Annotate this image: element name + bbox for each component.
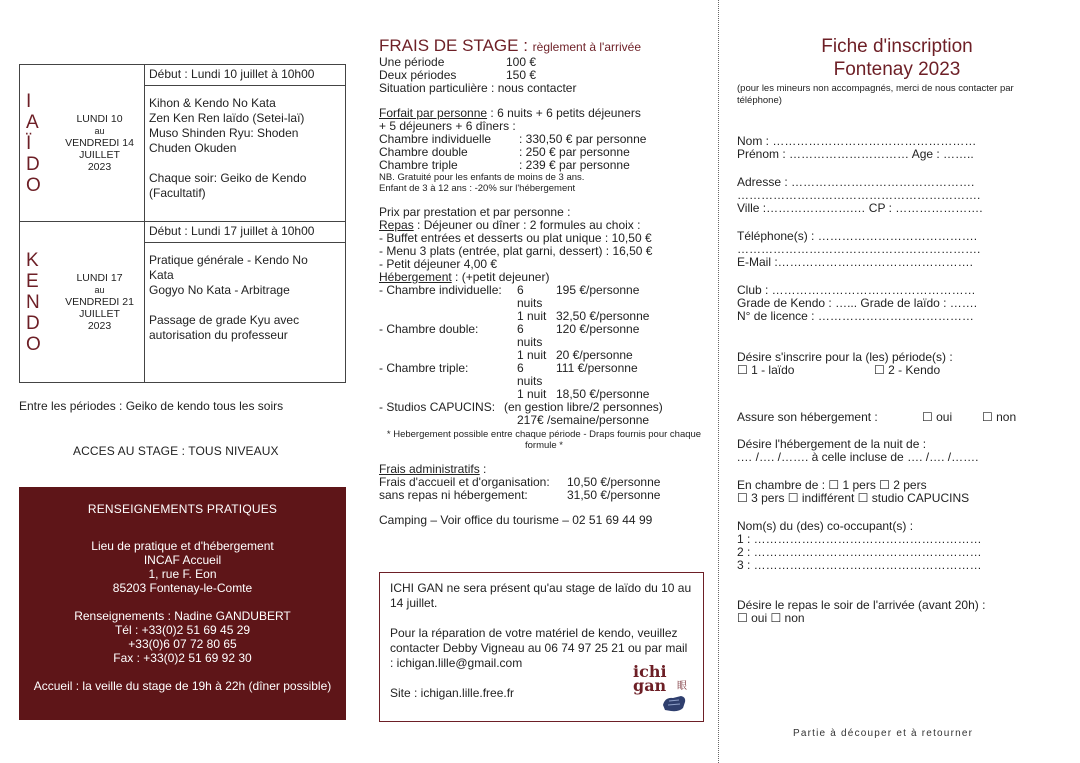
program-line: Kihon & Kendo No Kata [149, 96, 276, 110]
period-price: 100 € [506, 55, 537, 69]
evening-line: (Facultatif) [149, 186, 206, 200]
letter: N [26, 291, 40, 313]
repas-item: - Menu 3 plats (entrée, plat garni, dessert) : 16,50 € [379, 244, 653, 258]
date-to: VENDREDI 14 [65, 137, 134, 149]
studios-label: - Studios CAPUCINS: [379, 400, 496, 414]
letter: O [26, 174, 41, 196]
date-from: LUNDI 17 [76, 272, 123, 284]
desc-kendo [144, 222, 345, 382]
licence-field[interactable]: N° de licence : ………………………………… [737, 309, 974, 323]
heb-price: 120 €/personne [556, 322, 640, 336]
fees-section [379, 37, 709, 527]
between-periods-text: Entre les périodes : Geiko de kendo tous les soirs [19, 399, 284, 413]
venue-line: Lieu de pratique et d'hébergement [91, 539, 274, 553]
schedule-row-kendo [20, 222, 345, 382]
telephone-field-2[interactable]: ……………………………………………………. [737, 242, 981, 256]
prix-title: Prix par prestation et par personne : [379, 205, 571, 219]
fees-subtitle: règlement à l'arrivée [532, 40, 642, 54]
repas-item: - Buffet entrées et desserts ou plat unique : 10,50 € [379, 231, 652, 245]
room-price: : 250 € par personne [519, 145, 630, 159]
admin-price: 10,50 €/personne [567, 475, 661, 489]
program-line: Kata [149, 268, 174, 282]
letter: D [26, 312, 40, 334]
welcome-line: Accueil : la veille du stage de 19h à 22h (dîner possible) [33, 679, 332, 693]
admin-price: 31,50 €/personne [567, 488, 661, 502]
room-price: : 330,50 € par personne [519, 132, 647, 146]
note-child: Enfant de 3 à 12 ans : -20% sur l'hébergement [379, 183, 576, 194]
info-title: RENSEIGNEMENTS PRATIQUES [87, 502, 278, 516]
heb-nights: 1 nuit [517, 309, 547, 323]
date-au: au [94, 285, 105, 295]
date-month: JUILLET [79, 308, 120, 320]
date-to: VENDREDI 21 [65, 296, 134, 308]
studios-price: 217€ /semaine/personne [517, 413, 650, 427]
adresse-field[interactable]: Adresse : ………………………………………. [737, 175, 975, 189]
evening-line: Chaque soir: Geiko de Kendo [149, 171, 307, 185]
heb-label: - Chambre individuelle: [379, 283, 502, 297]
heb-nights: 6 nuits [517, 322, 543, 349]
contact-block [19, 609, 346, 665]
nuit-dates-field[interactable]: .… /…. /……. à celle incluse de …. /…. /……. [737, 450, 979, 464]
vertical-label-aikido [20, 65, 57, 221]
room-label: Chambre triple [379, 158, 458, 172]
venue-line: 1, rue F. Eon [148, 567, 217, 581]
date-from: LUNDI 10 [76, 113, 123, 125]
hebergement-label: Assure son hébergement : [737, 410, 878, 424]
repas-line: Repas : Déjeuner ou dîner : 2 formules au choix : [379, 218, 641, 232]
periode-iaido-checkbox[interactable]: ☐ 1 - laïdo [737, 363, 795, 377]
date-month: JUILLET [79, 149, 120, 161]
heb-label: - Chambre double: [379, 322, 479, 336]
letter: E [26, 270, 39, 292]
program-line: Chuden Okuden [149, 141, 237, 155]
date-year: 2023 [87, 320, 112, 332]
grade-field[interactable]: Grade de Kendo : …... Grade de laïdo : ……. [737, 296, 978, 310]
nuit-title: Désire l'hébergement de la nuit de : [737, 437, 927, 451]
start-time: Début : Lundi 10 juillet à 10h00 [145, 65, 345, 86]
telephone-field[interactable]: Téléphone(s) : …………………………………. [737, 229, 978, 243]
ichigan-logo [633, 662, 689, 713]
letter: K [26, 249, 39, 271]
admin-title: Frais administratifs : [379, 462, 487, 476]
date-au: au [94, 126, 105, 136]
date-year: 2023 [87, 161, 112, 173]
program-line: Gogyo No Kata - Arbitrage [149, 283, 290, 297]
chambre-options[interactable]: En chambre de : ☐ 1 pers ☐ 2 pers [737, 478, 927, 492]
contact-line: Renseignements : Nadine GANDUBERT [74, 609, 291, 623]
heb-price: 20 €/personne [556, 348, 633, 362]
letter: Ï [26, 132, 32, 154]
note-free: NB. Gratuité pour les enfants de moins de 3 ans. [379, 172, 585, 183]
period-label: Deux périodes [379, 68, 457, 82]
letter: O [26, 333, 41, 355]
logo-text: ichi [633, 662, 667, 681]
cooccupant-field[interactable]: 1 : ………………………………………………… [737, 532, 982, 546]
form-subtitle: Fontenay 2023 [833, 59, 961, 80]
adresse-field-2[interactable]: ……………………………………………………. [737, 188, 981, 202]
logo-kanji: 眼 [677, 681, 687, 692]
venue-line: INCAF Accueil [143, 553, 222, 567]
email-field[interactable]: E-Mail :…………………………………………. [737, 255, 974, 269]
letter: A [26, 111, 39, 133]
dates-kendo [57, 222, 144, 382]
club-field[interactable]: Club : …………………………………………… [737, 283, 976, 297]
schedule-table [19, 64, 346, 383]
repas-checkboxes[interactable]: ☐ oui ☐ non [737, 611, 805, 625]
contact-line: Fax : +33(0)2 51 69 92 30 [113, 651, 252, 665]
hebergement-non-checkbox[interactable]: ☐ non [982, 410, 1017, 424]
ichigan-site: Site : ichigan.lille.free.fr [390, 686, 515, 700]
cooccupant-title: Nom(s) du (des) co-occupant(s) : [737, 519, 914, 533]
letter: I [26, 90, 32, 112]
practical-info-box [19, 487, 346, 720]
contact-line: Tél : +33(0)2 51 69 45 29 [114, 623, 251, 637]
ichigan-presence: ICHI GAN ne sera présent qu'au stage de laïdo du 10 au 14 juillet. [390, 581, 692, 610]
program-line: Muso Shinden Ryu: Shoden [149, 126, 299, 140]
special-situation: Situation particulière : nous contacter [379, 81, 577, 95]
contact-line: +33(0)6 07 72 80 65 [128, 637, 237, 651]
evening-line: Passage de grade Kyu avec [149, 313, 300, 327]
vertical-label-kendo [20, 222, 57, 382]
form-title: Fiche d'inscription [821, 36, 973, 57]
logo-text: gan [633, 676, 667, 695]
room-label: Chambre double [379, 145, 468, 159]
heb-price: 18,50 €/personne [556, 387, 650, 401]
heb-label: - Chambre triple: [379, 361, 469, 375]
admin-label: sans repas ni hébergement: [379, 488, 528, 502]
forfait-line-2: + 5 déjeuners + 6 dîners : [379, 119, 516, 133]
nom-field[interactable]: Nom : …………………………………………… [737, 134, 977, 148]
cut-line [718, 0, 719, 763]
cut-instruction: Partie à découper et à retourner [793, 728, 974, 739]
heb-note: * Hebergement possible entre chaque période - Draps fournis pour chaque formule * [386, 429, 702, 451]
fees-title: FRAIS DE STAGE : règlement à l'arrivée [379, 36, 642, 55]
start-time: Début : Lundi 17 juillet à 10h00 [145, 222, 345, 243]
period-label: Une période [379, 55, 445, 69]
registration-form [737, 35, 1057, 625]
periode-title: Désire s'inscrire pour la (les) période(s) : [737, 350, 953, 364]
admin-label: Frais d'accueil et d'organisation: [379, 475, 550, 489]
room-label: Chambre individuelle [379, 132, 492, 146]
kote-glove-icon [661, 693, 687, 713]
studios-text: (en gestion libre/2 personnes) [504, 400, 663, 414]
hebergement-line: Hébergement : (+petit dejeuner) [379, 270, 550, 284]
ville-cp-field[interactable]: Ville :………………….… CP : …………………. [737, 201, 983, 215]
heb-nights: 6 nuits [517, 361, 543, 388]
repas-item: - Petit déjeuner 4,00 € [379, 257, 498, 271]
heb-price: 111 €/personne [556, 361, 638, 375]
heb-nights: 1 nuit [517, 387, 547, 401]
program-line: Pratique générale - Kendo No [149, 253, 308, 267]
schedule-row-aikido [20, 65, 345, 222]
prenom-age-field[interactable]: Prénom : ………………………… Age : …….. [737, 147, 974, 161]
room-price: : 239 € par personne [519, 158, 630, 172]
period-price: 150 € [506, 68, 537, 82]
cooccupant-field[interactable]: 2 : ………………………………………………… [737, 545, 982, 559]
dates-aikido [57, 65, 144, 221]
heb-nights: 1 nuit [517, 348, 547, 362]
periode-kendo-checkbox[interactable]: ☐ 2 - Kendo [874, 363, 941, 377]
access-level-text: ACCES AU STAGE : TOUS NIVEAUX [73, 444, 279, 458]
program-line: Zen Ken Ren laïdo (Setei-laï) [149, 111, 305, 125]
form-note: (pour les mineurs non accompagnés, merci de nous contacter par téléphone) [737, 83, 1014, 106]
heb-nights: 6 nuits [517, 283, 543, 310]
hebergement-oui-checkbox[interactable]: ☐ oui [922, 410, 953, 424]
ichigan-repair: Pour la réparation de votre matériel de kendo, veuillez contacter Debby Vigneau au 06 74 97 25 21 ou par mail : ichigan.lille@gmail.com [390, 626, 688, 670]
chambre-options-2[interactable]: ☐ 3 pers ☐ indifférent ☐ studio CAPUCINS [737, 491, 970, 505]
venue-line: 85203 Fontenay-le-Comte [112, 581, 253, 595]
forfait-line: Forfait par personne : 6 nuits + 6 petits déjeuners [379, 106, 641, 120]
desc-aikido [144, 65, 345, 221]
repas-title: Désire le repas le soir de l'arrivée (avant 20h) : [737, 598, 986, 612]
heb-price: 195 €/personne [556, 283, 640, 297]
ichigan-box [379, 572, 704, 722]
camping-line: Camping – Voir office du tourisme – 02 51 69 44 99 [379, 513, 653, 527]
evening-line: autorisation du professeur [149, 328, 288, 342]
letter: D [26, 153, 40, 175]
heb-price: 32,50 €/personne [556, 309, 650, 323]
cooccupant-field[interactable]: 3 : ………………………………………………… [737, 558, 982, 572]
venue-block [19, 539, 346, 595]
